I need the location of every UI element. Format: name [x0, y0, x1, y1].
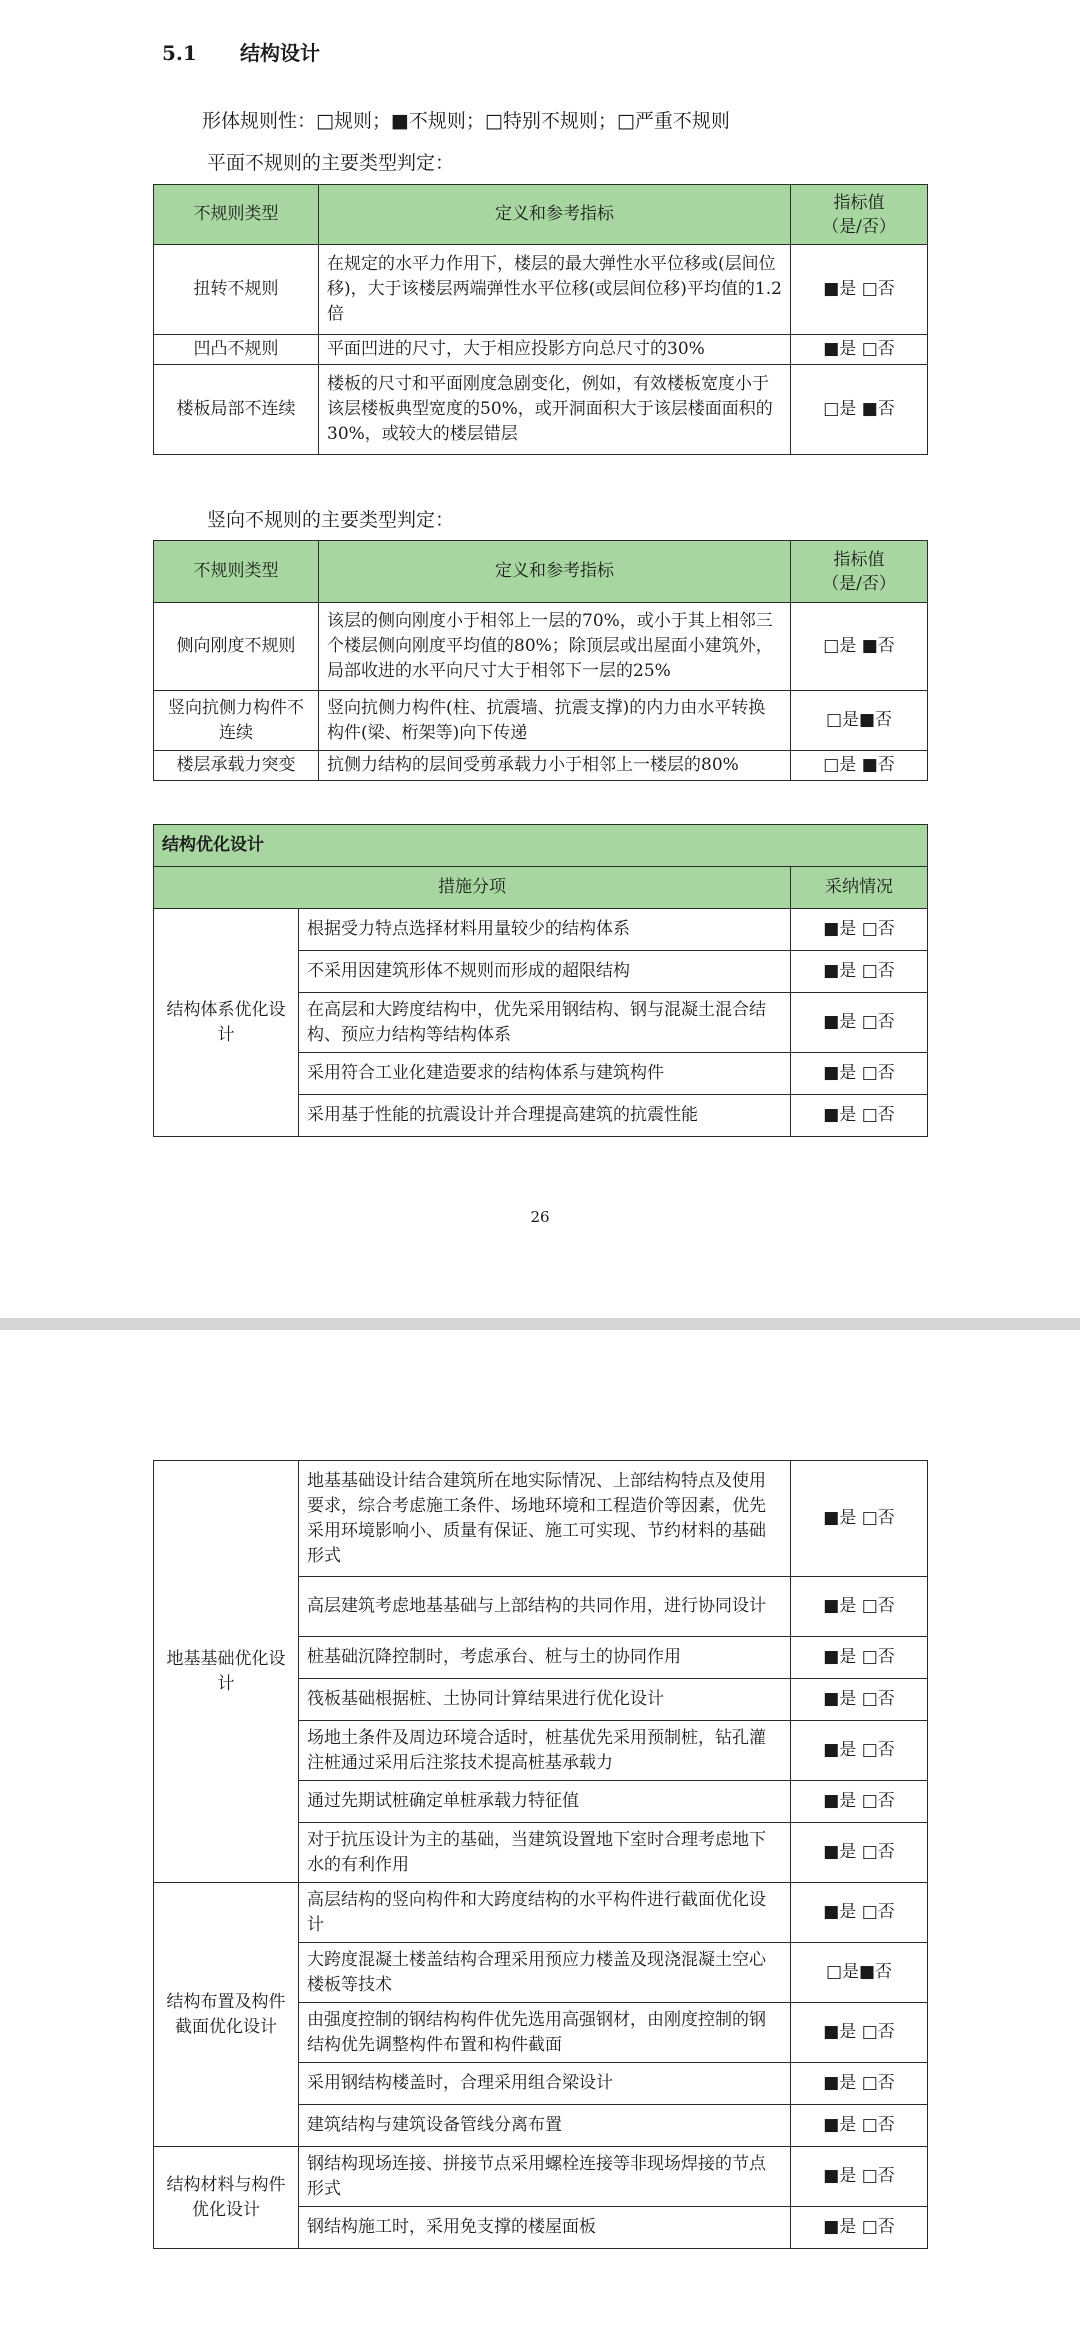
table-row	[154, 909, 928, 951]
row-definition: 竖向抗侧力构件(柱、抗震墙、抗震支撑)的内力由水平转换构件(梁、桁架等)向下传递	[319, 691, 791, 751]
group-name: 结构布置及构件截面优化设计	[154, 1883, 299, 2147]
row-type: 竖向抗侧力构件不连续	[154, 691, 319, 751]
table-row	[154, 335, 928, 365]
group-name: 结构体系优化设计	[154, 909, 299, 1137]
row-checkbox-value: □是 ■否	[791, 365, 928, 455]
group-name: 地基基础优化设计	[154, 1461, 299, 1883]
optimization-table-continued	[153, 1460, 928, 2249]
table-row	[154, 365, 928, 455]
measure-text: 桩基础沉降控制时，考虑承台、桩与土的协同作用	[299, 1637, 791, 1679]
measure-text: 建筑结构与建筑设备管线分离布置	[299, 2105, 791, 2147]
measure-value: ■是 □否	[791, 951, 928, 993]
measure-text: 对于抗压设计为主的基础，当建筑设置地下室时合理考虑地下水的有利作用	[299, 1823, 791, 1883]
table-row	[154, 1461, 928, 1577]
measure-value: ■是 □否	[791, 1053, 928, 1095]
measure-value: ■是 □否	[791, 1461, 928, 1577]
measure-text: 根据受力特点选择材料用量较少的结构体系	[299, 909, 791, 951]
header-measure: 措施分项	[154, 867, 791, 909]
header-type: 不规则类型	[154, 185, 319, 245]
measure-text: 大跨度混凝土楼盖结构合理采用预应力楼盖及现浇混凝土空心楼板等技术	[299, 1943, 791, 2003]
measure-value: ■是 □否	[791, 2063, 928, 2105]
measure-text: 筏板基础根据桩、土协同计算结果进行优化设计	[299, 1679, 791, 1721]
measure-text: 在高层和大跨度结构中，优先采用钢结构、钢与混凝土混合结构、预应力结构等结构体系	[299, 993, 791, 1053]
row-type: 凹凸不规则	[154, 335, 319, 365]
row-type: 扭转不规则	[154, 245, 319, 335]
table-row	[154, 245, 928, 335]
header-adoption: 采纳情况	[791, 867, 928, 909]
table-row	[154, 603, 928, 691]
plane-heading: 平面不规则的主要类型判定：	[207, 152, 455, 174]
measure-text: 采用钢结构楼盖时，合理采用组合梁设计	[299, 2063, 791, 2105]
page-27	[0, 1330, 1080, 2347]
regularity-line	[202, 106, 730, 133]
row-type: 楼板局部不连续	[154, 365, 319, 455]
measure-value: ■是 □否	[791, 1823, 928, 1883]
page-separator	[0, 1318, 1080, 1330]
header-value: 指标值 （是/否）	[791, 185, 928, 245]
page-number: 26	[530, 1208, 550, 1226]
measure-value: ■是 □否	[791, 1721, 928, 1781]
measure-value: ■是 □否	[791, 1679, 928, 1721]
table-row	[154, 751, 928, 781]
measure-value: ■是 □否	[791, 2207, 928, 2249]
measure-text: 高层建筑考虑地基基础与上部结构的共同作用，进行协同设计	[299, 1577, 791, 1637]
group-name: 结构材料与构件优化设计	[154, 2147, 299, 2249]
measure-text: 钢结构施工时，采用免支撑的楼屋面板	[299, 2207, 791, 2249]
measure-value: ■是 □否	[791, 993, 928, 1053]
table-header	[154, 867, 928, 909]
row-definition: 在规定的水平力作用下，楼层的最大弹性水平位移或(层间位移)，大于该楼层两端弹性水平位移(或层间位移)平均值的1.2倍	[319, 245, 791, 335]
row-definition: 抗侧力结构的层间受剪承载力小于相邻上一楼层的80%	[319, 751, 791, 781]
row-checkbox-value: □是■否	[791, 691, 928, 751]
header-type: 不规则类型	[154, 541, 319, 603]
table-header	[154, 541, 928, 603]
header-value: 指标值 （是/否）	[791, 541, 928, 603]
row-definition: 平面凹进的尺寸，大于相应投影方向总尺寸的30%	[319, 335, 791, 365]
table-row	[154, 1883, 928, 1943]
measure-text: 由强度控制的钢结构构件优先选用高强钢材，由刚度控制的钢结构优先调整构件布置和构件截面	[299, 2003, 791, 2063]
measure-text: 地基基础设计结合建筑所在地实际情况、上部结构特点及使用要求，综合考虑施工条件、场地环境和工程造价等因素，优先采用环境影响小、质量有保证、施工可实现、节约材料的基础形式	[299, 1461, 791, 1577]
regularity-option-special: □特别不规则；	[484, 110, 617, 132]
row-checkbox-value: ■是 □否	[791, 245, 928, 335]
regularity-label: 形体规则性：	[202, 110, 317, 132]
row-definition: 该层的侧向刚度小于相邻上一层的70%，或小于其上相邻三个楼层侧向刚度平均值的80%；除顶层或出屋面小建筑外，局部收进的水平向尺寸大于相邻下一层的25%	[319, 603, 791, 691]
regularity-option-irregular: ■不规则；	[390, 110, 485, 132]
row-definition: 楼板的尺寸和平面刚度急剧变化，例如，有效楼板宽度小于该层楼板典型宽度的50%，或开洞面积大于该层楼面面积的30%，或较大的楼层错层	[319, 365, 791, 455]
measure-value: ■是 □否	[791, 2147, 928, 2207]
optimization-title: 结构优化设计	[154, 825, 928, 867]
section-title-text: 结构设计	[240, 41, 320, 65]
measure-text: 不采用因建筑形体不规则而形成的超限结构	[299, 951, 791, 993]
vertical-irregularity-table	[153, 540, 928, 781]
optimization-table	[153, 824, 928, 1137]
measure-text: 场地土条件及周边环境合适时，桩基优先采用预制桩，钻孔灌注桩通过采用后注浆技术提高桩基承载力	[299, 1721, 791, 1781]
measure-value: ■是 □否	[791, 2105, 928, 2147]
measure-text: 钢结构现场连接、拼接节点采用螺栓连接等非现场焊接的节点形式	[299, 2147, 791, 2207]
table-row	[154, 691, 928, 751]
measure-value: ■是 □否	[791, 909, 928, 951]
row-checkbox-value: □是 ■否	[791, 751, 928, 781]
measure-value: ■是 □否	[791, 2003, 928, 2063]
section-number: 5.1	[162, 41, 197, 65]
plane-irregularity-table	[153, 184, 928, 455]
measure-value: ■是 □否	[791, 1095, 928, 1137]
regularity-option-severe: □严重不规则	[616, 110, 730, 132]
section-title	[162, 37, 320, 66]
measure-value: □是■否	[791, 1943, 928, 2003]
table-title-row	[154, 825, 928, 867]
measure-value: ■是 □否	[791, 1577, 928, 1637]
row-checkbox-value: □是 ■否	[791, 603, 928, 691]
measure-text: 采用基于性能的抗震设计并合理提高建筑的抗震性能	[299, 1095, 791, 1137]
regularity-option-regular: □规则；	[316, 110, 391, 132]
table-row	[154, 2147, 928, 2207]
measure-value: ■是 □否	[791, 1781, 928, 1823]
row-checkbox-value: ■是 □否	[791, 335, 928, 365]
row-type: 楼层承载力突变	[154, 751, 319, 781]
measure-value: ■是 □否	[791, 1883, 928, 1943]
measure-text: 通过先期试桩确定单桩承载力特征值	[299, 1781, 791, 1823]
measure-text: 高层结构的竖向构件和大跨度结构的水平构件进行截面优化设计	[299, 1883, 791, 1943]
header-definition: 定义和参考指标	[319, 541, 791, 603]
header-definition: 定义和参考指标	[319, 185, 791, 245]
vertical-heading: 竖向不规则的主要类型判定：	[207, 509, 455, 531]
table-header	[154, 185, 928, 245]
row-type: 侧向刚度不规则	[154, 603, 319, 691]
measure-text: 采用符合工业化建造要求的结构体系与建筑构件	[299, 1053, 791, 1095]
measure-value: ■是 □否	[791, 1637, 928, 1679]
